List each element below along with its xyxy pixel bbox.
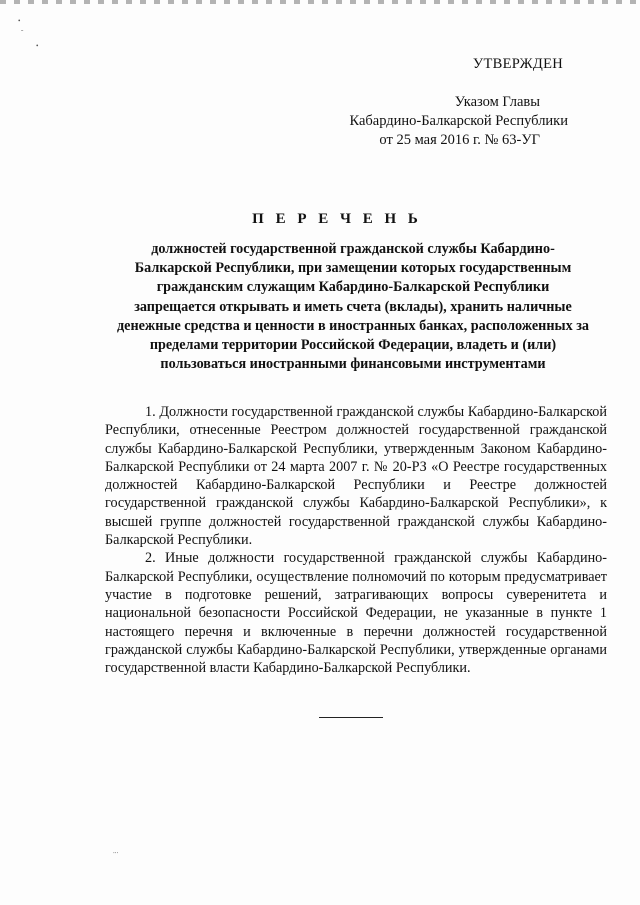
scan-dot-mark: • bbox=[18, 17, 21, 25]
scan-dot-mark: • bbox=[36, 42, 39, 50]
document-title: П Е Р Е Ч Е Н Ь bbox=[252, 211, 422, 227]
approval-republic-line: Кабардино-Балкарской Республики bbox=[349, 113, 568, 129]
approval-decree-line: Указом Главы bbox=[454, 94, 540, 110]
subtitle-line: гражданским служащим Кабардино-Балкарской Республики bbox=[156, 279, 550, 296]
paragraph-item-1: 1. Должности государственной гражданской службы Кабардино-Балкарской Республики, отнесенные Реестром должностей государственной гражданской службы Кабардино-Балкарской Республики, утвержденным Законом Кабардино-Балкарской Республики от 24 марта 2007 г. № 20-РЗ «О Реестре государственных должностей Кабардино-Балкарской Республики и Реестре должностей государственной гражданской службы Кабардино-Балкарской Республики», к высшей группе должностей государственной гражданской службы Кабардино-Балкарской Республики. bbox=[105, 404, 607, 549]
closing-divider-line bbox=[319, 717, 383, 718]
scan-dot-mark: ∙∙∙ bbox=[113, 849, 119, 857]
approval-date-line: от 25 мая 2016 г. № 63-УГ bbox=[379, 132, 540, 148]
approval-label: УТВЕРЖДЕН bbox=[472, 56, 563, 72]
subtitle-line: должностей государственной гражданской службы Кабардино- bbox=[151, 241, 555, 257]
subtitle-line: пользоваться иностранными финансовыми инструментами bbox=[160, 356, 546, 373]
document-subtitle bbox=[108, 240, 598, 374]
subtitle-line: денежные средства и ценности в иностранных банках, расположенных за bbox=[116, 317, 590, 334]
scan-edge-artifact bbox=[0, 0, 640, 4]
document-body bbox=[105, 403, 607, 677]
subtitle-line: запрещается открывать и иметь счета (вклады), хранить наличные bbox=[134, 298, 572, 315]
subtitle-line: Балкарской Республики, при замещении которых государственным bbox=[134, 260, 572, 277]
paragraph-item-2: 2. Иные должности государственной гражданской службы Кабардино-Балкарской Республики, осуществление полномочий по которым предусматривает участие в подготовке решений, затрагивающих вопросы суверенитета и национальной безопасности Российской Федерации, не указанные в пункте 1 настоящего перечня и включенные в перечни должностей государственной гражданской службы Кабардино-Балкарской Республики, утвержденные органами государственной власти Кабардино-Балкарской Республики. bbox=[105, 550, 607, 677]
subtitle-line: пределами территории Российской Федерации, владеть и (или) bbox=[149, 337, 557, 354]
approval-stamp-block bbox=[338, 55, 568, 150]
scan-dot-mark: ˇ bbox=[21, 29, 24, 37]
